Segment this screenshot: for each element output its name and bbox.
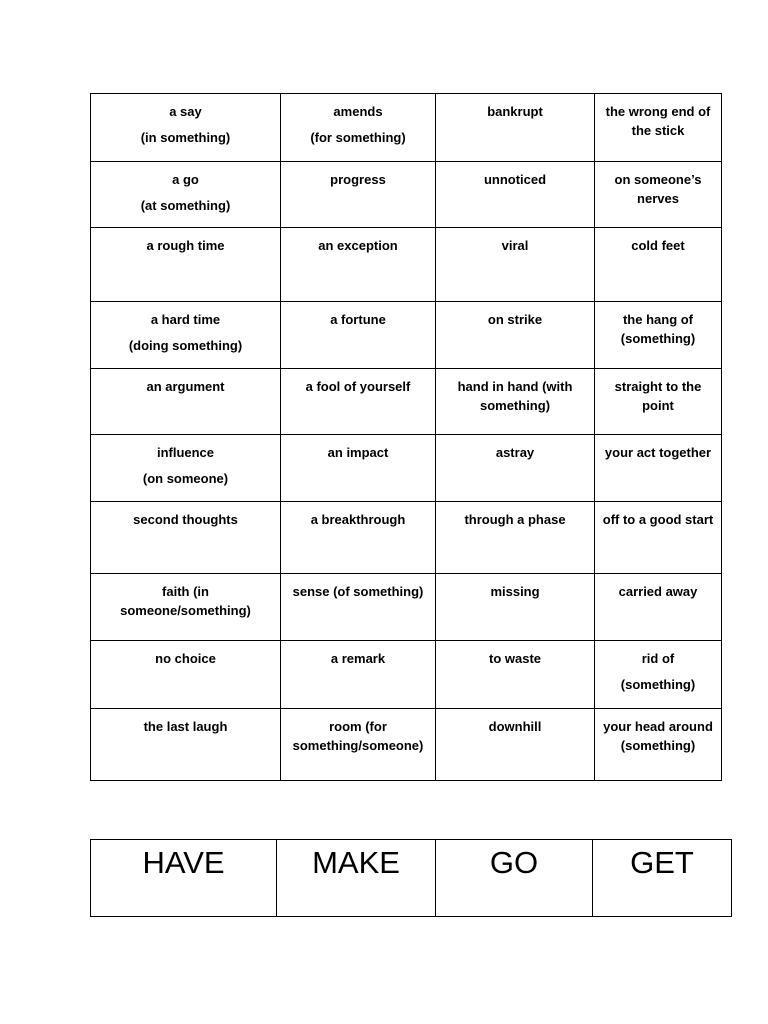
grid-row	[91, 502, 722, 574]
grid-cell-text: a fool of yourself	[305, 379, 411, 394]
grid-row	[91, 369, 722, 435]
grid-cell-text: (on someone)	[142, 471, 229, 486]
grid-cell-text: viral	[501, 238, 529, 253]
grid-cell-text: the last laugh	[143, 719, 228, 734]
grid-row	[91, 641, 722, 709]
grid-cell-text: on someone’s	[614, 172, 702, 187]
grid-row	[91, 709, 722, 781]
grid-cell	[91, 94, 281, 162]
grid-cell	[91, 162, 281, 228]
grid-cell	[281, 574, 436, 641]
grid-cell	[436, 709, 595, 781]
grid-cell-text: something)	[479, 398, 551, 413]
grid-row	[91, 574, 722, 641]
grid-cell-text: a go	[172, 172, 199, 187]
grid-cell-text: sense (of something)	[292, 584, 424, 599]
verb-cell-have: HAVE	[91, 840, 277, 917]
grid-cell-text: (something)	[620, 738, 696, 753]
grid-cell	[91, 574, 281, 641]
grid-cell	[595, 641, 722, 709]
grid-cell	[595, 94, 722, 162]
verb-cell-get: GET	[593, 840, 732, 917]
grid-cell-text: something/someone)	[292, 738, 424, 753]
verb-cell-go: GO	[436, 840, 593, 917]
grid-cell-text: a hard time	[150, 312, 221, 327]
grid-cell	[91, 709, 281, 781]
grid-cell-text: faith (in	[162, 584, 209, 599]
grid-cell-text: (at something)	[140, 198, 231, 213]
grid-row	[91, 162, 722, 228]
verb-table	[90, 839, 732, 917]
grid-cell-text: influence	[156, 445, 215, 460]
grid-cell	[281, 709, 436, 781]
grid-row	[91, 94, 722, 162]
grid-cell-text: second thoughts	[133, 512, 238, 527]
grid-cell	[281, 369, 436, 435]
collocation-grid	[90, 93, 722, 781]
grid-cell	[436, 574, 595, 641]
grid-cell-text: progress	[330, 172, 386, 187]
grid-cell	[281, 435, 436, 502]
grid-cell-text: amends	[333, 104, 383, 119]
grid-cell-text: point	[642, 398, 674, 413]
grid-cell-text: your act together	[604, 445, 712, 460]
grid-cell-text: a remark	[330, 651, 386, 666]
grid-cell	[436, 94, 595, 162]
grid-cell-text: bankrupt	[487, 104, 543, 119]
grid-cell-text: downhill	[488, 719, 542, 734]
grid-cell	[281, 302, 436, 369]
grid-cell	[436, 502, 595, 574]
grid-cell	[436, 435, 595, 502]
grid-cell	[595, 709, 722, 781]
grid-cell-text: a rough time	[146, 238, 225, 253]
grid-cell	[91, 435, 281, 502]
collocation-grid-body	[91, 94, 722, 781]
verb-cell-make: MAKE	[277, 840, 436, 917]
grid-cell	[595, 369, 722, 435]
grid-cell-text: missing	[490, 584, 540, 599]
grid-cell-text: a say	[169, 104, 202, 119]
grid-cell-text: to waste	[488, 651, 541, 666]
grid-cell-text: through a phase	[464, 512, 566, 527]
grid-cell-text: the hang of	[622, 312, 694, 327]
grid-cell-text: unnoticed	[483, 172, 547, 187]
grid-cell-text: a breakthrough	[310, 512, 406, 527]
grid-cell	[595, 162, 722, 228]
grid-row	[91, 302, 722, 369]
verb-row	[91, 840, 732, 917]
grid-cell	[595, 228, 722, 302]
grid-cell-text: an argument	[146, 379, 225, 394]
grid-cell	[91, 302, 281, 369]
grid-cell-text: your head around	[603, 719, 713, 734]
grid-cell	[436, 302, 595, 369]
grid-cell-text: straight to the	[614, 379, 702, 394]
grid-row	[91, 228, 722, 302]
grid-cell-text: (something)	[620, 677, 696, 692]
grid-cell	[281, 502, 436, 574]
grid-cell	[91, 502, 281, 574]
grid-cell-text: an impact	[327, 445, 389, 460]
grid-cell-text: no choice	[155, 651, 216, 666]
grid-cell	[436, 162, 595, 228]
grid-cell	[281, 162, 436, 228]
grid-cell-text: (something)	[620, 331, 696, 346]
grid-row	[91, 435, 722, 502]
grid-cell	[436, 369, 595, 435]
grid-cell	[281, 94, 436, 162]
grid-cell-text: (for something)	[310, 130, 406, 145]
grid-cell	[91, 641, 281, 709]
grid-cell-text: nerves	[637, 191, 679, 206]
grid-cell-text: hand in hand (with	[457, 379, 573, 394]
grid-cell-text: a fortune	[330, 312, 386, 327]
grid-cell-text: astray	[495, 445, 535, 460]
grid-cell-text: someone/something)	[120, 603, 251, 618]
grid-cell-text: (doing something)	[128, 338, 243, 353]
grid-cell	[595, 502, 722, 574]
grid-cell	[91, 228, 281, 302]
grid-cell	[436, 641, 595, 709]
grid-cell	[595, 435, 722, 502]
grid-cell-text: an exception	[318, 238, 398, 253]
grid-cell-text: cold feet	[631, 238, 685, 253]
grid-cell	[281, 228, 436, 302]
grid-cell	[436, 228, 595, 302]
grid-cell-text: room (for	[329, 719, 387, 734]
grid-cell	[595, 574, 722, 641]
grid-cell-text: (in something)	[140, 130, 231, 145]
grid-cell-text: carried away	[618, 584, 698, 599]
grid-cell	[595, 302, 722, 369]
grid-cell-text: the stick	[631, 123, 685, 138]
grid-cell	[91, 369, 281, 435]
grid-cell-text: rid of	[641, 651, 675, 666]
grid-cell	[281, 641, 436, 709]
grid-cell-text: on strike	[487, 312, 543, 327]
grid-cell-text: the wrong end of	[605, 104, 711, 119]
grid-cell-text: off to a good start	[602, 512, 714, 527]
